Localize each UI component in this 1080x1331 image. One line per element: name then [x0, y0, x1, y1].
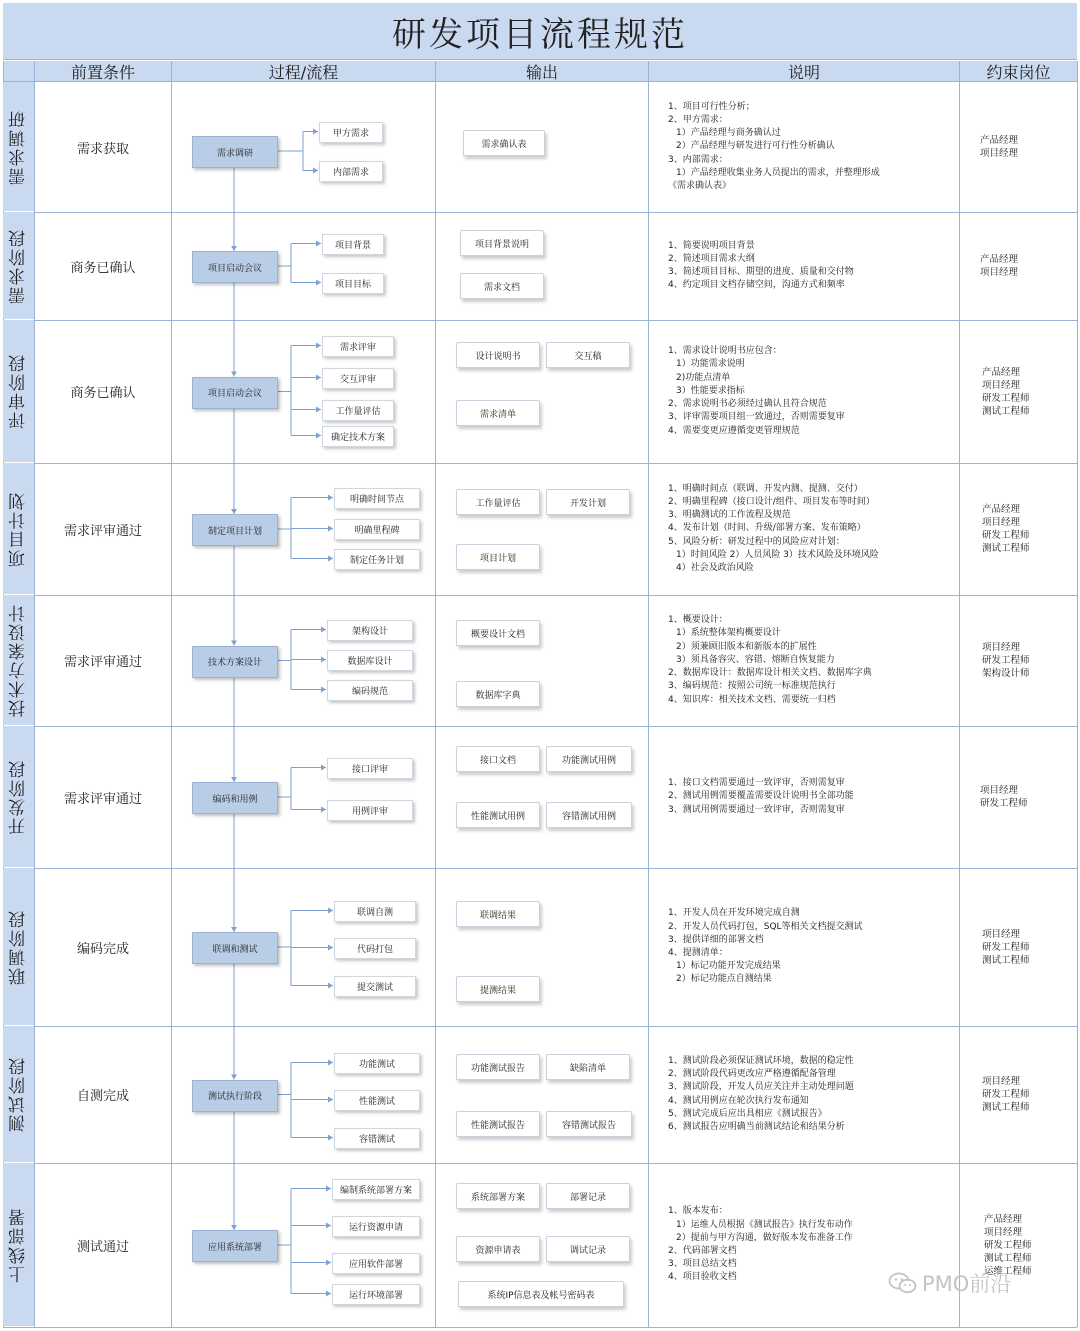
description-line: 3）性能要求指标	[676, 385, 745, 396]
role-name: 研发工程师	[982, 392, 1030, 404]
precondition-text: 需求评审通过	[63, 523, 142, 539]
header-process: 过程/流程	[172, 61, 435, 81]
stage-label: 项目计划	[9, 490, 29, 567]
precondition-text: 需求获取	[76, 141, 129, 157]
stage-cell	[3, 868, 34, 1025]
process-step-box: 明确里程碑	[334, 519, 420, 540]
process-step-box: 制定任务计划	[334, 549, 420, 570]
output-document: 容错测试报告	[546, 1111, 632, 1137]
role-name: 项目经理	[980, 267, 1019, 278]
description-line: 4、测试用例应在轮次执行发布通知	[668, 1095, 809, 1106]
precondition-text: 需求评审通过	[63, 791, 142, 807]
description-block	[668, 463, 958, 595]
description-line: 3、测试用例需要通过一致评审，否则需复审	[668, 804, 845, 815]
description-line: 3、简述项目目标、期望的进度、质量和交付物	[668, 267, 854, 277]
description-block	[668, 82, 958, 212]
description-line: 4、知识库：相关技术文档、需要统一归档	[668, 694, 836, 705]
arrow-head	[316, 343, 321, 349]
description-line: 1）功能需求说明	[676, 359, 745, 370]
description-block	[668, 868, 958, 1026]
description-line: 3、编码规范：按照公司统一标准规范执行	[668, 681, 836, 692]
role-name: 产品经理	[980, 254, 1019, 265]
output-document: 功能测试报告	[456, 1054, 540, 1080]
description-line: 3、项目总结文档	[668, 1259, 737, 1270]
role-list	[962, 82, 1076, 212]
description-line: 2、测试用例需要覆盖需要设计说明书全部功能	[668, 791, 854, 802]
description-line: 5、测试完成后应出具相应《测试报告》	[668, 1108, 827, 1119]
arrow-head	[326, 1186, 331, 1192]
role-list	[962, 463, 1076, 595]
description-block	[668, 212, 958, 320]
process-box: 联调和测试	[192, 932, 278, 964]
arrow-head	[316, 407, 321, 413]
role-name: 测试工程师	[982, 1102, 1030, 1113]
precondition-text: 自测完成	[76, 1089, 129, 1104]
role-name: 项目经理	[984, 1226, 1023, 1238]
role-name: 项目经理	[982, 642, 1021, 653]
arrow-head	[328, 1097, 333, 1103]
stage-label: 评审阶段	[9, 353, 29, 429]
process-box: 编码和用例	[192, 782, 278, 814]
description-line: 2）产品经理与研发进行可行性分析确认	[676, 141, 835, 152]
process-step-box: 编制系统部署方案	[332, 1179, 420, 1200]
precondition-text: 商务已确认	[70, 386, 136, 401]
output-document: 调试记录	[546, 1236, 630, 1262]
description-line: 《需求确认表》	[668, 181, 732, 191]
process-step-box: 运行资源申请	[332, 1216, 420, 1237]
description-line: 4、约定项目文档存储空间，沟通方式和频率	[668, 280, 845, 291]
arrow-head	[321, 657, 326, 663]
stage-label: 技术方案设计	[9, 603, 29, 717]
description-line: 1、需求设计说明书应包含：	[668, 346, 782, 357]
output-document: 性能测试报告	[456, 1111, 540, 1137]
header-precondition: 前置条件	[35, 61, 171, 81]
role-list	[962, 212, 1076, 320]
role-name: 产品经理	[980, 135, 1019, 146]
process-step-box: 功能测试	[334, 1053, 420, 1074]
output-document: 联调结果	[456, 901, 540, 927]
process-step-box: 联调自测	[334, 901, 416, 922]
output-document: 容错测试用例	[546, 802, 632, 828]
process-step-box: 代码打包	[334, 938, 416, 959]
arrow-head	[328, 945, 333, 951]
process-step-box: 内部需求	[319, 161, 383, 182]
description-line: 2)功能点清单	[676, 372, 731, 383]
process-box: 制定项目计划	[192, 514, 278, 546]
description-line: 1、概要设计：	[668, 615, 728, 626]
process-step-box: 性能测试	[334, 1090, 420, 1111]
output-document: 需求确认表	[463, 130, 545, 156]
role-name: 产品经理	[982, 504, 1021, 515]
stage-label: 测试阶段	[9, 1056, 29, 1132]
role-name: 项目经理	[982, 517, 1021, 528]
output-document: 提测结果	[456, 976, 540, 1002]
arrow-head	[321, 807, 326, 813]
description-line: 2、甲方需求：	[668, 114, 728, 125]
process-step-box: 项目背景	[322, 234, 384, 255]
output-document: 资源申请表	[456, 1236, 540, 1262]
description-line: 2）标记功能点自测结果	[676, 974, 772, 985]
role-name: 项目经理	[982, 1076, 1021, 1087]
output-document: 缺陷清单	[546, 1054, 630, 1080]
description-line: 6、测试报告应明确当前测试结论和结果分析	[668, 1121, 845, 1132]
stage-cell	[3, 82, 34, 211]
description-line: 1）标记功能开发完成结果	[676, 961, 781, 972]
role-name: 项目经理	[980, 148, 1019, 159]
process-step-box: 架构设计	[327, 620, 413, 641]
arrow-head	[321, 687, 326, 693]
output-document: 开发计划	[546, 489, 630, 515]
arrow-head	[328, 908, 333, 914]
precondition-text: 需求评审通过	[63, 655, 142, 670]
role-list	[962, 1163, 1076, 1327]
description-line: 1、版本发布：	[668, 1206, 728, 1217]
arrow-head	[328, 495, 333, 501]
description-line: 1）时间风险 2）人员风险 3）技术风险及环境风险	[676, 549, 879, 560]
description-line: 3）须具备容灾、容错、熔断自恢复能力	[676, 654, 835, 665]
output-document: 项目计划	[456, 544, 540, 570]
output-document: 系统部署方案	[456, 1183, 540, 1209]
process-step-box: 容错测试	[334, 1128, 420, 1149]
description-line: 1）系统整体架构概要设计	[676, 628, 781, 639]
description-line: 2、代码部署文档	[668, 1246, 737, 1256]
arrow-head	[328, 556, 333, 562]
arrow-head	[328, 526, 333, 532]
process-step-box: 运行环境部署	[332, 1284, 420, 1305]
role-name: 测试工程师	[982, 405, 1030, 417]
process-step-box: 甲方需求	[319, 122, 383, 143]
role-name: 研发工程师	[980, 798, 1028, 809]
role-name: 研发工程师	[982, 1089, 1030, 1100]
role-name: 产品经理	[982, 366, 1021, 378]
process-box: 项目启动会议	[192, 251, 278, 283]
description-line: 3、提供详细的部署文档	[668, 934, 764, 945]
arrow-head	[313, 168, 318, 174]
arrow-head	[316, 280, 321, 286]
role-list	[962, 1026, 1076, 1163]
output-document: 接口文档	[456, 746, 540, 772]
process-step-box: 应用软件部署	[332, 1253, 420, 1274]
description-line: 2）须兼顾旧版本和新版本的扩展性	[676, 641, 817, 652]
description-line: 2、开发人员代码打包，SQL等相关文档提交测试	[668, 921, 863, 932]
output-document: 功能测试用例	[546, 746, 632, 772]
output-document: 项目背景说明	[460, 230, 544, 256]
arrow-head	[328, 1060, 333, 1066]
arrow-head	[321, 765, 326, 771]
precondition-text: 商务已确认	[70, 260, 136, 276]
description-line: 1）运维人员根据《测试报告》执行发布动作	[676, 1219, 853, 1230]
stage-label: 开发阶段	[9, 758, 29, 835]
arrow-head	[316, 375, 321, 381]
header-description: 说明	[649, 61, 959, 81]
stage-label: 上线部署	[9, 1206, 29, 1283]
role-name: 产品经理	[984, 1213, 1023, 1225]
stage-label: 联调阶段	[9, 908, 29, 985]
role-name: 运维工程师	[984, 1265, 1032, 1277]
description-line: 1、测试阶段必须保证测试环境，数据的稳定性	[668, 1055, 854, 1066]
stage-cell	[3, 1026, 34, 1162]
output-document: 数据库字典	[456, 681, 540, 707]
description-line: 2、需求说明书必须经过确认且符合规范	[668, 399, 827, 410]
description-line: 2、测试阶段代码更改应严格遵循配备管理	[668, 1069, 836, 1080]
role-name: 项目经理	[982, 379, 1021, 391]
role-name: 测试工程师	[982, 543, 1030, 554]
process-step-box: 用例评审	[327, 800, 413, 821]
role-list	[962, 320, 1076, 463]
description-line: 3、评审需要项目组一致通过，否则需要复审	[668, 412, 845, 423]
role-name: 研发工程师	[982, 655, 1030, 666]
stage-cell	[3, 595, 34, 725]
stage-label: 需求阶段	[9, 227, 29, 304]
output-document: 需求清单	[456, 400, 540, 426]
process-step-box: 编码规范	[327, 680, 413, 701]
arrow-head	[328, 1135, 333, 1141]
output-document: 部署记录	[546, 1183, 630, 1209]
process-box: 应用系统部署	[192, 1230, 278, 1262]
process-box: 技术方案设计	[192, 646, 278, 678]
description-line: 2）提前与甲方沟通，做好版本发布准备工作	[676, 1232, 853, 1243]
output-document: 交互稿	[546, 342, 630, 368]
description-block	[668, 1026, 958, 1163]
arrow-head	[326, 1223, 331, 1229]
watermark	[888, 1268, 1011, 1298]
process-box: 需求调研	[192, 136, 278, 168]
description-line: 4、提测清单：	[668, 948, 728, 958]
arrow-head	[326, 1291, 331, 1297]
description-line: 1、接口文档需要通过一致评审，否则需复审	[668, 778, 845, 789]
process-box: 项目启动会议	[192, 377, 278, 409]
process-step-box: 提交测试	[334, 976, 416, 997]
wechat-icon	[888, 1271, 918, 1295]
description-block	[668, 1163, 958, 1327]
role-name: 架构设计师	[982, 668, 1030, 679]
description-block	[668, 726, 958, 868]
role-name: 项目经理	[982, 928, 1021, 940]
page-title: 研发项目流程规范	[3, 3, 1077, 60]
role-list	[962, 595, 1076, 726]
stage-label: 需求调研	[9, 108, 29, 185]
process-step-box: 需求评审	[322, 336, 394, 357]
description-line: 4、发布计划（时间、升级/部署方案、发布策略）	[668, 523, 866, 534]
stage-cell	[3, 726, 34, 867]
output-document: 设计说明书	[456, 342, 540, 368]
description-line: 1）产品经理与商务确认过	[676, 128, 781, 139]
description-line: 3、测试阶段，开发人员应关注并主动处理问题	[668, 1082, 854, 1093]
header-role: 约束岗位	[960, 61, 1077, 81]
process-step-box: 项目目标	[322, 273, 384, 294]
role-name: 研发工程师	[982, 941, 1030, 953]
process-box: 测试执行阶段	[192, 1080, 278, 1112]
output-document: 系统IP信息表及帐号密码表	[458, 1281, 624, 1307]
description-line: 4、需要变更应遵循变更管理规范	[668, 425, 800, 436]
output-document: 概要设计文档	[456, 620, 540, 646]
description-line: 4）社会及政治风险	[676, 563, 754, 573]
description-line: 1、明确时间点（联调、开发内测、提测、交付）	[668, 483, 863, 494]
description-line: 4、项目验收文档	[668, 1272, 737, 1283]
arrow-head	[321, 627, 326, 633]
description-block	[668, 595, 958, 726]
arrow-head	[316, 241, 321, 247]
role-list	[962, 868, 1076, 1026]
description-line: 1、简要说明项目背景	[668, 240, 755, 251]
description-line: 2、明确里程碑（接口设计/组件、项目发布等时间）	[668, 496, 875, 507]
description-line: 5、风险分析：研发过程中的风险应对计划：	[668, 536, 845, 547]
role-name: 研发工程师	[984, 1239, 1032, 1251]
precondition-text: 测试通过	[76, 1239, 129, 1255]
header-output: 输出	[436, 61, 648, 81]
output-document: 性能测试用例	[456, 802, 540, 828]
description-line: 3、内部需求：	[668, 154, 728, 165]
stage-cell	[3, 320, 34, 462]
process-step-box: 工作量评估	[322, 400, 394, 421]
process-step-box: 确定技术方案	[322, 426, 394, 447]
description-line: 1、项目可行性分析；	[668, 101, 755, 112]
description-line: 1、开发人员在开发环境完成自测	[668, 908, 800, 919]
description-line: 1）产品经理收集业务人员提出的需求，并整理形成	[676, 167, 880, 178]
process-step-box: 接口评审	[327, 758, 413, 779]
arrow-head	[316, 433, 321, 439]
arrow-head	[328, 983, 333, 989]
stage-cell	[3, 463, 34, 594]
role-list	[962, 726, 1076, 868]
precondition-text: 编码完成	[76, 941, 129, 957]
role-name: 测试工程师	[982, 954, 1030, 966]
process-step-box: 数据库设计	[327, 650, 413, 671]
description-block	[668, 320, 958, 463]
stage-cell	[3, 1163, 34, 1326]
role-name: 项目经理	[980, 785, 1019, 796]
description-line: 3、明确测试的工作流程及规范	[668, 510, 791, 521]
process-step-box: 交互评审	[322, 368, 394, 389]
output-document: 需求文档	[460, 273, 544, 299]
description-line: 2、简述项目需求大纲	[668, 253, 755, 264]
role-name: 测试工程师	[984, 1252, 1032, 1264]
watermark-text: PMO前沿	[922, 1272, 1012, 1296]
description-line: 2、数据库设计：数据库设计相关文档、数据库字典	[668, 668, 872, 679]
stage-cell	[3, 212, 34, 319]
output-document: 工作量评估	[456, 489, 540, 515]
arrow-head	[313, 129, 318, 135]
process-step-box: 明确时间节点	[334, 488, 420, 509]
arrow-head	[326, 1260, 331, 1266]
role-name: 研发工程师	[982, 530, 1030, 541]
